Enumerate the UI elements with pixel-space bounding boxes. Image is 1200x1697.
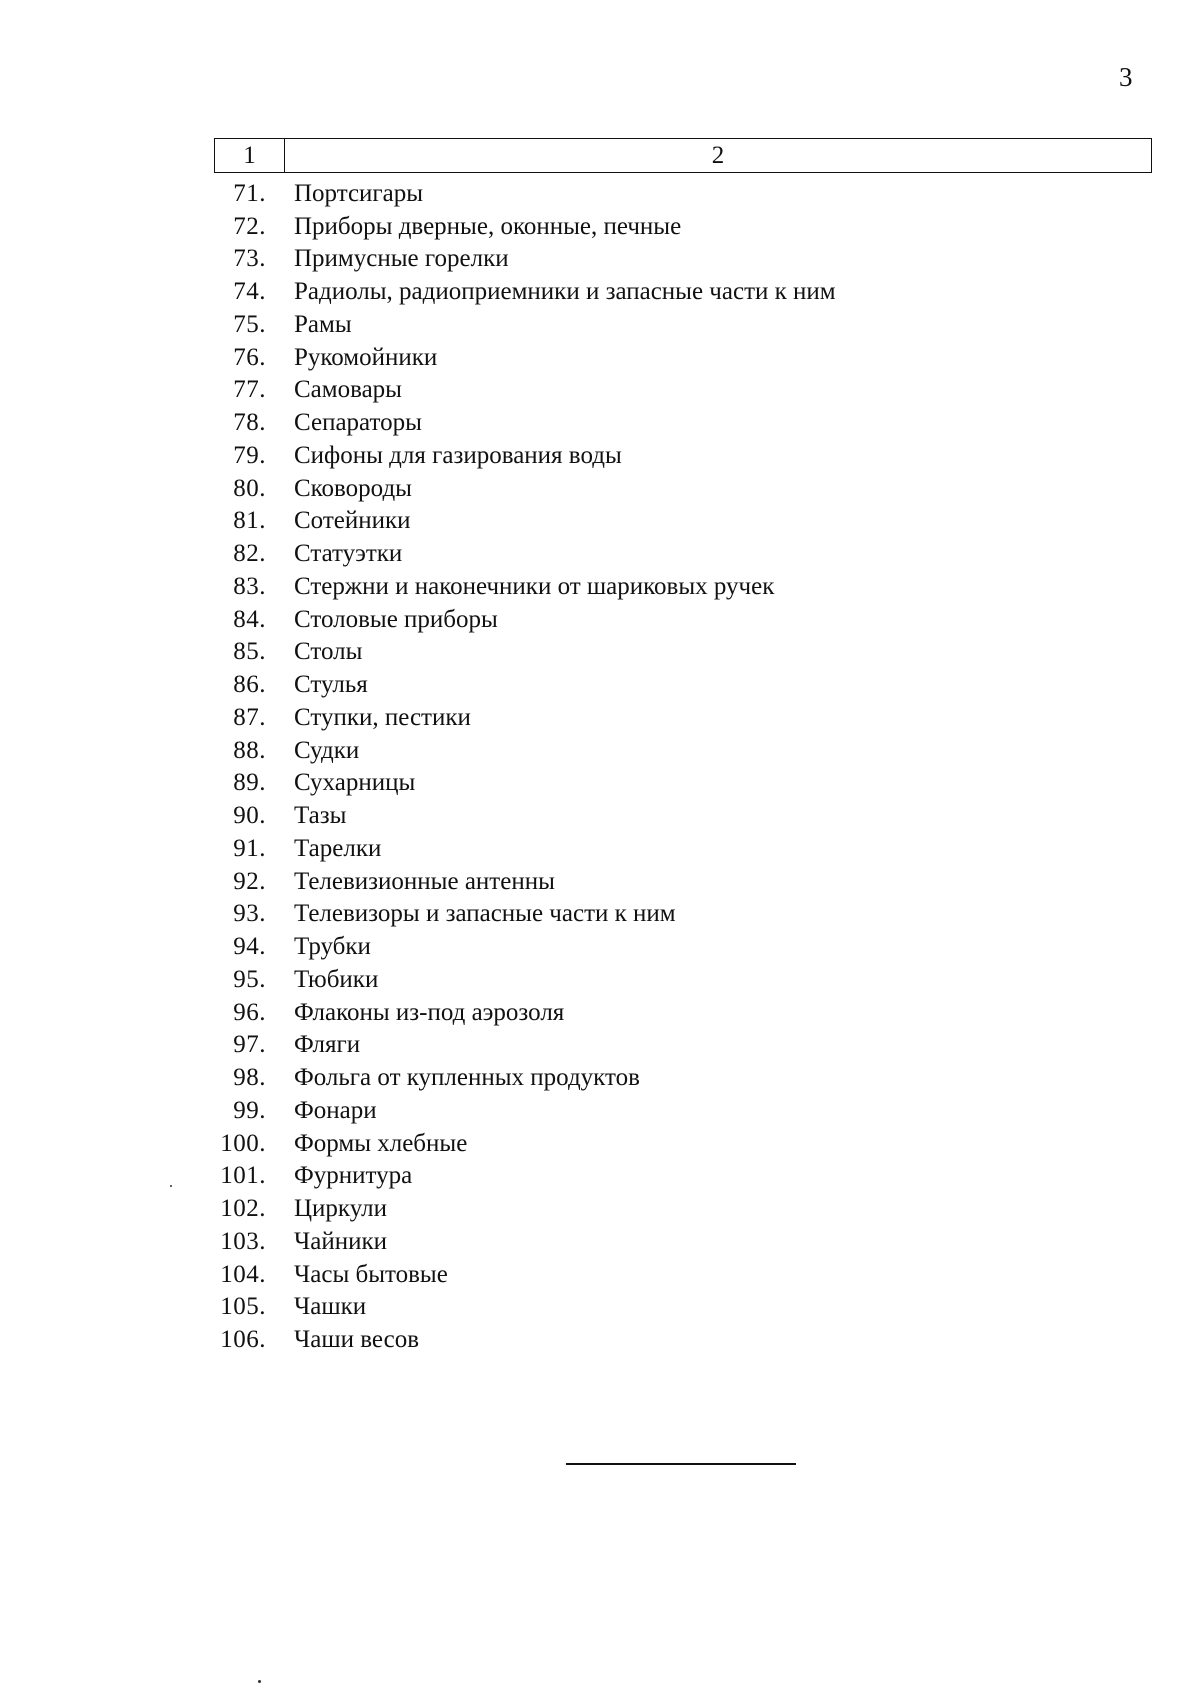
item-text: Флаконы из-под аэрозоля xyxy=(294,998,565,1026)
list-item xyxy=(214,1160,836,1193)
item-text: Стержни и наконечники от шариковых ручек xyxy=(294,572,775,600)
item-text: Сифоны для газирования воды xyxy=(294,441,622,469)
item-number: 99. xyxy=(233,1096,266,1124)
item-number: 73. xyxy=(233,245,266,273)
item-text: Фляги xyxy=(294,1031,361,1059)
list-item xyxy=(214,636,836,669)
list-item xyxy=(214,505,836,538)
item-text: Приборы дверные, оконные, печные xyxy=(294,212,682,240)
list-item xyxy=(214,898,836,931)
list-item xyxy=(214,275,836,308)
item-text: Столовые приборы xyxy=(294,605,498,633)
item-number: 95. xyxy=(233,965,266,993)
item-text: Статуэтки xyxy=(294,540,403,568)
header-cell-col1: 1 xyxy=(215,139,285,172)
item-text: Стулья xyxy=(294,671,368,699)
list-item xyxy=(214,406,836,439)
item-text: Судки xyxy=(294,736,360,764)
list-item xyxy=(214,374,836,407)
list-item xyxy=(214,210,836,243)
list-item xyxy=(214,963,836,996)
item-number: 88. xyxy=(233,736,266,764)
item-number: 101. xyxy=(220,1162,266,1190)
item-number: 102. xyxy=(220,1195,266,1223)
list-item xyxy=(214,472,836,505)
item-number: 81. xyxy=(233,507,266,535)
item-text: Телевизионные антенны xyxy=(294,867,555,895)
item-text: Часы бытовые xyxy=(294,1260,448,1288)
item-text: Чашки xyxy=(294,1293,367,1321)
list-item xyxy=(214,930,836,963)
list-item xyxy=(214,1127,836,1160)
item-number: 79. xyxy=(233,441,266,469)
list-item xyxy=(214,701,836,734)
item-number: 89. xyxy=(233,769,266,797)
end-of-list-rule xyxy=(566,1463,796,1465)
scan-speck xyxy=(258,1680,261,1683)
item-number: 71. xyxy=(233,179,266,207)
page-number: 3 xyxy=(1119,62,1133,92)
item-text: Телевизоры и запасные части к ним xyxy=(294,900,676,928)
list-item xyxy=(214,570,836,603)
item-text: Циркули xyxy=(294,1195,387,1223)
item-number: 94. xyxy=(233,933,266,961)
list-item xyxy=(214,1061,836,1094)
item-number: 87. xyxy=(233,703,266,731)
item-number: 83. xyxy=(233,572,266,600)
item-text: Портсигары xyxy=(294,179,424,207)
list-item xyxy=(214,865,836,898)
item-text: Ступки, пестики xyxy=(294,703,471,731)
item-number: 91. xyxy=(233,834,266,862)
list-item xyxy=(214,1192,836,1225)
list-item xyxy=(214,341,836,374)
item-text: Тюбики xyxy=(294,965,379,993)
item-text: Рукомойники xyxy=(294,343,438,371)
list-item xyxy=(214,1323,836,1356)
item-text: Сковороды xyxy=(294,474,412,502)
item-text: Фурнитура xyxy=(294,1162,413,1190)
item-number: 78. xyxy=(233,409,266,437)
item-text: Сепараторы xyxy=(294,409,422,437)
item-number: 75. xyxy=(233,310,266,338)
list-item xyxy=(214,767,836,800)
item-number: 100. xyxy=(220,1129,266,1157)
item-number: 104. xyxy=(220,1260,266,1288)
item-number: 86. xyxy=(233,671,266,699)
item-number: 80. xyxy=(233,474,266,502)
item-text: Примусные горелки xyxy=(294,245,509,273)
item-text: Чаши весов xyxy=(294,1326,419,1354)
item-number: 90. xyxy=(233,802,266,830)
table-header xyxy=(214,138,1152,173)
list-item xyxy=(214,603,836,636)
item-text: Сухарницы xyxy=(294,769,416,797)
item-text: Радиолы, радиоприемники и запасные части к ним xyxy=(294,278,836,306)
item-number: 84. xyxy=(233,605,266,633)
item-number: 98. xyxy=(233,1064,266,1092)
item-number: 106. xyxy=(220,1326,266,1354)
item-number: 82. xyxy=(233,540,266,568)
list-item xyxy=(214,439,836,472)
item-text: Фонари xyxy=(294,1096,377,1124)
scan-speck xyxy=(170,1185,172,1187)
item-text: Столы xyxy=(294,638,363,666)
item-text: Чайники xyxy=(294,1227,388,1255)
list-item xyxy=(214,734,836,767)
item-number: 72. xyxy=(233,212,266,240)
list-item xyxy=(214,1225,836,1258)
item-number: 105. xyxy=(220,1293,266,1321)
list-item xyxy=(214,1094,836,1127)
item-text: Рамы xyxy=(294,310,352,338)
list-item xyxy=(214,243,836,276)
item-text: Самовары xyxy=(294,376,402,404)
item-text: Трубки xyxy=(294,933,371,961)
item-number: 76. xyxy=(233,343,266,371)
header-cell-col2: 2 xyxy=(711,142,725,169)
item-number: 92. xyxy=(233,867,266,895)
list-item xyxy=(214,177,836,210)
item-number: 103. xyxy=(220,1227,266,1255)
item-number: 97. xyxy=(233,1031,266,1059)
list-item xyxy=(214,996,836,1029)
item-text: Сотейники xyxy=(294,507,411,535)
list-item xyxy=(214,832,836,865)
item-number: 77. xyxy=(233,376,266,404)
item-text: Тазы xyxy=(294,802,347,830)
list-item xyxy=(214,1029,836,1062)
item-number: 93. xyxy=(233,900,266,928)
item-number: 96. xyxy=(233,998,266,1026)
item-text: Тарелки xyxy=(294,834,382,862)
list-item xyxy=(214,1291,836,1324)
item-number: 74. xyxy=(233,278,266,306)
item-number: 85. xyxy=(233,638,266,666)
list-item xyxy=(214,799,836,832)
list-item xyxy=(214,668,836,701)
list-item xyxy=(214,1258,836,1291)
item-text: Формы хлебные xyxy=(294,1129,468,1157)
list-item xyxy=(214,308,836,341)
list-item xyxy=(214,537,836,570)
item-text: Фольга от купленных продуктов xyxy=(294,1064,640,1092)
item-list xyxy=(214,177,836,1356)
